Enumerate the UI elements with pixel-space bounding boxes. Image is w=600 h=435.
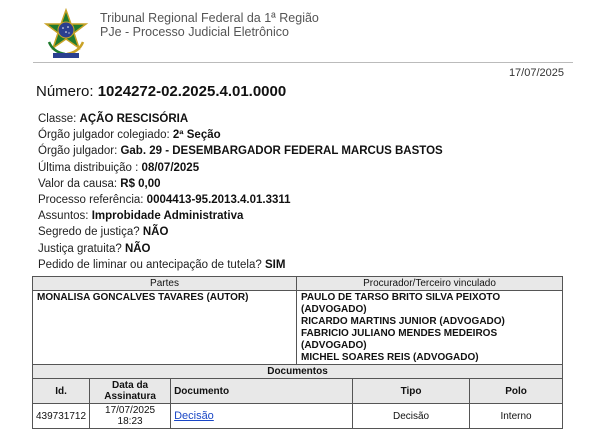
partes-header: Partes [33, 277, 297, 291]
documentos-table [32, 364, 563, 429]
process-fields [38, 111, 443, 273]
field-assuntos: Assuntos: Improbidade Administrativa [38, 210, 244, 223]
field-classe: Classe: AÇÃO RESCISÓRIA [38, 113, 189, 125]
process-number [36, 83, 286, 100]
procurador-name: PAULO DE TARSO BRITO SILVA PEIXOTO (ADVOGADO) [301, 292, 501, 315]
doc-polo: Interno [470, 404, 563, 429]
court-name: Tribunal Regional Federal da 1ª Região [100, 11, 319, 25]
process-number-label: Número: [36, 83, 94, 100]
doc-tipo: Decisão [353, 404, 470, 429]
field-orgao-colegiado: Órgão julgador colegiado: 2ª Seção [38, 129, 221, 142]
field-ultima-distribuicao: Última distribuição : 08/07/2025 [38, 161, 200, 174]
doc-data: 17/07/2025 18:23 [90, 404, 171, 429]
field-processo-referencia: Processo referência: 0004413-95.2013.4.01.3311 [38, 194, 291, 207]
documentos-title: Documentos [33, 365, 563, 379]
document-header [41, 8, 581, 62]
procurador-name: RICARDO MARTINS JUNIOR (ADVOGADO) [301, 316, 505, 327]
col-tipo: Tipo [353, 379, 470, 404]
doc-documento-cell [171, 404, 353, 429]
field-orgao-julgador: Órgão julgador: Gab. 29 - DESEMBARGADOR FEDERAL MARCUS BASTOS [38, 145, 443, 158]
col-data: Data da Assinatura [90, 379, 171, 404]
col-polo: Polo [470, 379, 563, 404]
parte-name: MONALISA GONCALVES TAVARES (AUTOR) [33, 291, 297, 366]
field-pedido-liminar: Pedido de liminar ou antecipação de tutela? SIM [38, 258, 286, 271]
brazil-coat-of-arms-icon [41, 8, 91, 60]
field-segredo-justica: Segredo de justiça? NÃO [38, 226, 169, 239]
document-date: 17/07/2025 [508, 67, 564, 79]
col-documento: Documento [171, 379, 353, 404]
doc-id: 439731712 [33, 404, 90, 429]
header-divider [33, 62, 573, 63]
field-justica-gratuita: Justiça gratuita? NÃO [38, 242, 151, 255]
field-valor-causa: Valor da causa: R$ 0,00 [38, 177, 161, 190]
procurador-list [297, 291, 563, 366]
col-id: Id. [33, 379, 90, 404]
system-name: PJe - Processo Judicial Eletrônico [100, 25, 289, 39]
procurador-header: Procurador/Terceiro vinculado [297, 277, 563, 291]
procurador-name: FABRICIO JULIANO MENDES MEDEIROS (ADVOGADO) [301, 328, 498, 351]
documento-link[interactable]: Decisão [174, 410, 214, 422]
table-row [33, 291, 563, 366]
process-number-value: 1024272-02.2025.4.01.0000 [97, 83, 287, 100]
procurador-name: MICHEL SOARES REIS (ADVOGADO) [301, 352, 479, 363]
table-row [33, 404, 563, 429]
